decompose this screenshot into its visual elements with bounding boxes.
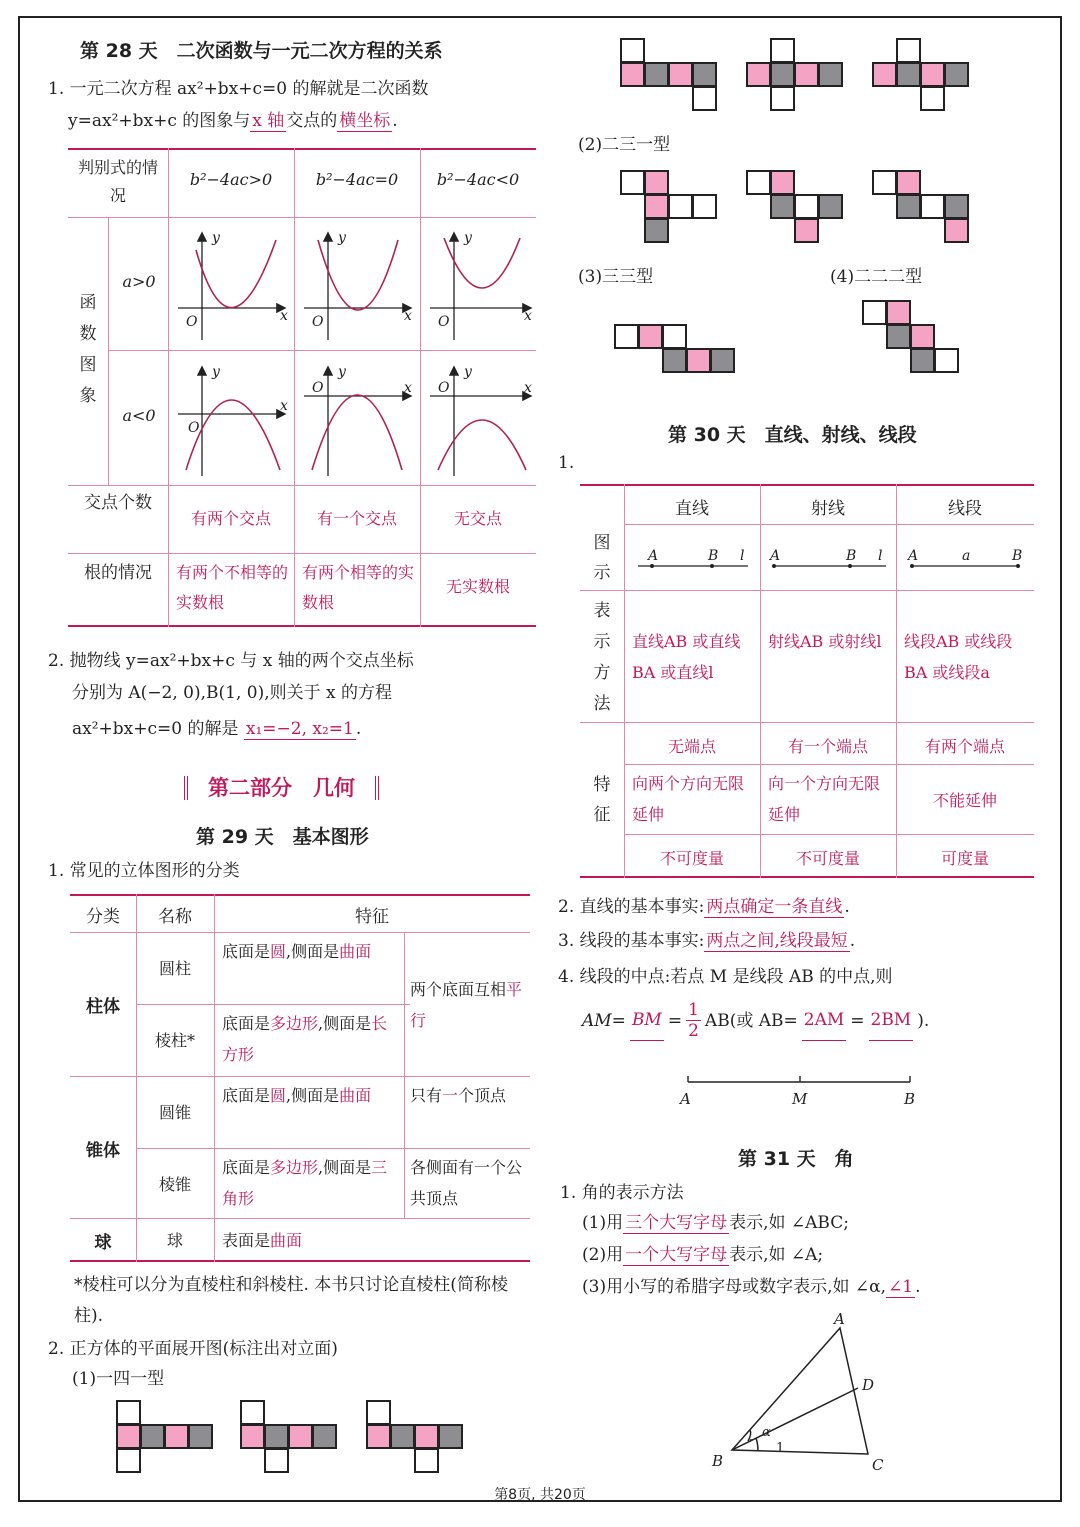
header-negative: b²−4ac<0 — [436, 170, 520, 189]
point-A: A — [680, 1090, 691, 1108]
text: = — [850, 1010, 865, 1031]
net-type-141: (1)一四一型 — [72, 1369, 165, 1389]
parabola-up-one-root — [318, 240, 398, 310]
axis-y-label: y — [338, 364, 346, 380]
net-type-33: (3)三三型 — [578, 267, 654, 287]
text: 第二部分 几何 — [208, 776, 355, 800]
point-M: M — [792, 1090, 808, 1108]
solid-classification-table — [70, 894, 530, 1264]
text: 表示,如 ∠A; — [729, 1245, 824, 1265]
net-type-222: (4)二二二型 — [830, 267, 923, 287]
text: ,侧面是 — [286, 1086, 340, 1105]
rep-line: 直线AB 或直线BA 或直线l — [632, 632, 741, 682]
name-prism: 棱柱* — [154, 1031, 195, 1050]
text: 表面是 — [222, 1231, 271, 1250]
axis-x-label: x — [404, 380, 412, 396]
header-feature: 特征 — [355, 907, 389, 927]
text: 曲面 — [339, 1086, 372, 1105]
part2-title — [184, 772, 379, 802]
endpoints-segment: 有两个端点 — [924, 737, 1005, 756]
text: 多边形 — [270, 1014, 319, 1033]
label-A: A — [648, 548, 659, 564]
answer-angle-1: ∠1 — [888, 1277, 914, 1297]
answer-abscissa: 横坐标 — [339, 111, 391, 131]
fraction-half — [686, 1000, 701, 1041]
axis-x-label: x — [404, 308, 412, 324]
measure-line: 不可度量 — [659, 849, 724, 868]
text: 底面是 — [222, 1086, 271, 1105]
text: 底面是 — [222, 1158, 271, 1177]
text: . — [355, 719, 362, 739]
angle-alpha: α — [762, 1425, 771, 1440]
day28-p2-line2: 分别为 A(−2, 0),B(1, 0),则关于 x 的方程 — [72, 683, 393, 703]
angle-1: 1 — [776, 1441, 785, 1456]
label-B: B — [1012, 548, 1023, 564]
header-zero: b²−4ac=0 — [315, 170, 399, 189]
day29-title: 第 29 天 基本图形 — [196, 826, 369, 848]
origin-label: O — [186, 314, 198, 330]
header-line: 直线 — [675, 499, 709, 519]
text: (3)用小写的希腊字母或数字表示,如 ∠α, — [582, 1277, 887, 1297]
roots-none: 无实数根 — [445, 577, 510, 596]
text: AB(或 AB= — [704, 1010, 798, 1031]
parabola-down-two-roots — [186, 400, 280, 470]
triangle-abc — [732, 1328, 868, 1454]
day31-l2 — [582, 1240, 823, 1271]
text: 交点的 — [286, 111, 338, 131]
point-D: D — [862, 1376, 875, 1394]
day29-p1: 1. 常见的立体图形的分类 — [48, 861, 240, 881]
text: 长方形 — [222, 1014, 388, 1064]
text: 圆 — [270, 1086, 287, 1105]
measure-segment: 可度量 — [940, 849, 989, 868]
label-A: A — [908, 548, 919, 564]
label-a-positive: a>0 — [122, 272, 156, 291]
axis-x-label: x — [280, 398, 288, 414]
text: 2 — [688, 1021, 699, 1041]
text: ,侧面是 — [318, 1014, 372, 1033]
answer-2bm: 2BM — [869, 1000, 914, 1041]
net-type-231: (2)二三一型 — [578, 135, 671, 155]
parabola-down-one-root — [312, 395, 402, 470]
feature-prism — [222, 1008, 400, 1070]
origin-label: O — [438, 380, 450, 396]
lines-table — [580, 484, 1034, 878]
label-a-negative: a<0 — [122, 406, 156, 425]
text: 曲面 — [270, 1231, 303, 1250]
header-discriminant: 判别式的情况 — [77, 158, 158, 205]
answer-x-axis: x 轴 — [252, 111, 285, 131]
parabola-up-no-root — [444, 238, 520, 288]
midpoint-segment — [670, 1070, 930, 1114]
feature-prism-common — [410, 974, 526, 1036]
feature-sphere — [222, 1228, 522, 1251]
text: 3. 线段的基本事实: — [558, 931, 705, 951]
endpoints-ray: 有一个端点 — [787, 737, 868, 756]
day28-p2-line1: 2. 抛物线 y=ax²+bx+c 与 x 轴的两个交点坐标 — [48, 651, 414, 671]
point-B: B — [904, 1090, 916, 1108]
discriminant-table — [68, 148, 536, 628]
text: 平行 — [410, 980, 523, 1030]
endpoints-line: 无端点 — [667, 737, 716, 756]
day30-num: 1. — [558, 453, 575, 473]
answer-segment-fact: 两点之间,线段最短 — [706, 931, 848, 951]
feature-pyramid-extra: 各侧面有一个公共顶点 — [410, 1158, 523, 1208]
line-figures — [624, 536, 1034, 580]
parabola-up-two-roots — [196, 240, 276, 308]
answer-one-letter: 一个大写字母 — [625, 1245, 728, 1265]
label-l: l — [740, 548, 745, 564]
name-cylinder: 圆柱 — [158, 959, 191, 978]
text: AM= — [582, 1010, 626, 1031]
feature-cone-extra — [410, 1080, 526, 1111]
rep-segment: 线段AB 或线段BA 或线段a — [904, 632, 1013, 682]
text: 圆 — [270, 942, 287, 961]
name-cone: 圆锥 — [158, 1103, 191, 1122]
label-intersections: 交点个数 — [84, 493, 152, 513]
cat-sphere: 球 — [94, 1233, 112, 1253]
day28-p1-line1: 1. 一元二次方程 ax²+bx+c=0 的解就是二次函数 — [48, 79, 429, 99]
extend-line: 向两个方向无限延伸 — [632, 774, 745, 824]
axis-y-label: y — [212, 364, 220, 380]
rep-ray: 射线AB 或射线l — [768, 632, 882, 651]
row-feature-label: 特征 — [593, 775, 611, 825]
origin-label: O — [188, 420, 200, 436]
day28-p2-line3 — [72, 714, 361, 745]
day30-title: 第 30 天 直线、射线、线段 — [668, 424, 917, 446]
text: 表示,如 ∠ABC; — [729, 1213, 849, 1233]
label-a: a — [962, 548, 971, 564]
points-none: 无交点 — [453, 509, 502, 528]
text: 多边形 — [270, 1158, 319, 1177]
origin-label: O — [312, 314, 324, 330]
day31-l3 — [582, 1272, 920, 1303]
text: 2. 直线的基本事实: — [558, 897, 705, 917]
feature-pyramid — [222, 1152, 400, 1214]
vertex-C: C — [872, 1456, 884, 1474]
day31-p1: 1. 角的表示方法 — [560, 1183, 684, 1203]
answer-bm: BM — [630, 1000, 664, 1041]
text: (2)用 — [582, 1245, 624, 1265]
axis-x-label: x — [524, 380, 532, 396]
axis-y-label: y — [338, 230, 346, 246]
day31-title: 第 31 天 角 — [738, 1148, 854, 1170]
label-roots: 根的情况 — [84, 563, 152, 583]
angle-triangle — [700, 1306, 910, 1476]
text: 只有 — [410, 1086, 443, 1105]
text: ,侧面是 — [286, 942, 340, 961]
axis-y-label: y — [464, 364, 472, 380]
axis-y-label: y — [464, 230, 472, 246]
origin-label: O — [312, 380, 324, 396]
parabola-graphs — [168, 220, 536, 484]
text: 个顶点 — [458, 1086, 507, 1105]
parabola-down-no-root — [438, 420, 526, 470]
label-B: B — [708, 548, 719, 564]
vertex-A: A — [834, 1310, 845, 1328]
answer-three-letters: 三个大写字母 — [625, 1213, 728, 1233]
feature-cylinder — [222, 936, 400, 967]
answer-2am: 2AM — [802, 1000, 847, 1041]
vertex-B: B — [712, 1452, 724, 1470]
name-pyramid: 棱锥 — [158, 1175, 191, 1194]
text: (1)用 — [582, 1213, 624, 1233]
text: 曲面 — [339, 942, 372, 961]
text: 三角形 — [222, 1158, 388, 1208]
header-ray: 射线 — [811, 499, 845, 519]
row-figure-label: 图示 — [593, 533, 611, 583]
day31-l1 — [582, 1208, 849, 1239]
origin-label: O — [438, 314, 450, 330]
measure-ray: 不可度量 — [795, 849, 860, 868]
cat-cone-pyramid: 锥体 — [86, 1141, 120, 1161]
day30-p4: 4. 线段的中点:若点 M 是线段 AB 的中点,则 — [558, 967, 893, 987]
answer-line-fact: 两点确定一条直线 — [706, 897, 843, 917]
text: y=ax²+bx+c 的图象与 — [68, 111, 251, 131]
text: 两个底面互相 — [410, 980, 507, 999]
answer-roots: x₁=−2, x₂=1 — [245, 719, 354, 739]
day28-title: 第 28 天 二次函数与一元二次方程的关系 — [80, 40, 443, 62]
prism-note: *棱柱可以分为直棱柱和斜棱柱. 本书只讨论直棱柱(简称棱柱). — [74, 1275, 508, 1326]
header-positive: b²−4ac>0 — [189, 170, 273, 189]
midpoint-formula — [582, 1000, 929, 1041]
label-B: B — [846, 548, 857, 564]
text: 一 — [442, 1086, 459, 1105]
row-representation-label: 表示方法 — [593, 601, 611, 714]
text: ax²+bx+c=0 的解是 — [72, 719, 239, 739]
day29-p2: 2. 正方体的平面展开图(标注出对立面) — [48, 1339, 338, 1359]
label-function-graph: 函数图象 — [79, 293, 97, 406]
extend-ray: 向一个方向无限延伸 — [768, 774, 881, 824]
feature-cone — [222, 1080, 400, 1111]
text: . — [915, 1277, 921, 1297]
text: . — [392, 111, 398, 131]
day30-p3: 3. 线段的基本事实: 两点之间,线段最短 . — [558, 931, 856, 951]
text: ). — [917, 1010, 930, 1031]
extend-segment: 不能延伸 — [932, 791, 997, 810]
label-l: l — [878, 548, 883, 564]
text: 底面是 — [222, 1014, 271, 1033]
label-A: A — [770, 548, 781, 564]
text: ,侧面是 — [318, 1158, 372, 1177]
points-two: 有两个交点 — [190, 509, 271, 528]
day28-p1-line2 — [68, 106, 398, 137]
day30-p2: 2. 直线的基本事实: 两点确定一条直线 . — [558, 897, 850, 917]
axis-x-label: x — [280, 308, 288, 324]
roots-two-distinct: 有两个不相等的实数根 — [176, 563, 289, 612]
text: = — [667, 1010, 683, 1031]
roots-two-equal: 有两个相等的实数根 — [302, 563, 415, 612]
header-segment: 线段 — [948, 499, 982, 519]
text: 底面是 — [222, 942, 271, 961]
text: 1 — [688, 1000, 699, 1020]
page-footer: 第8页, 共20页 — [494, 1487, 586, 1503]
header-category: 分类 — [86, 907, 120, 927]
header-name: 名称 — [158, 907, 192, 927]
name-sphere: 球 — [166, 1231, 183, 1250]
cat-prism-cylinder: 柱体 — [86, 997, 120, 1017]
axis-x-label: x — [524, 308, 532, 324]
points-one: 有一个交点 — [316, 509, 397, 528]
axis-y-label: y — [212, 230, 220, 246]
